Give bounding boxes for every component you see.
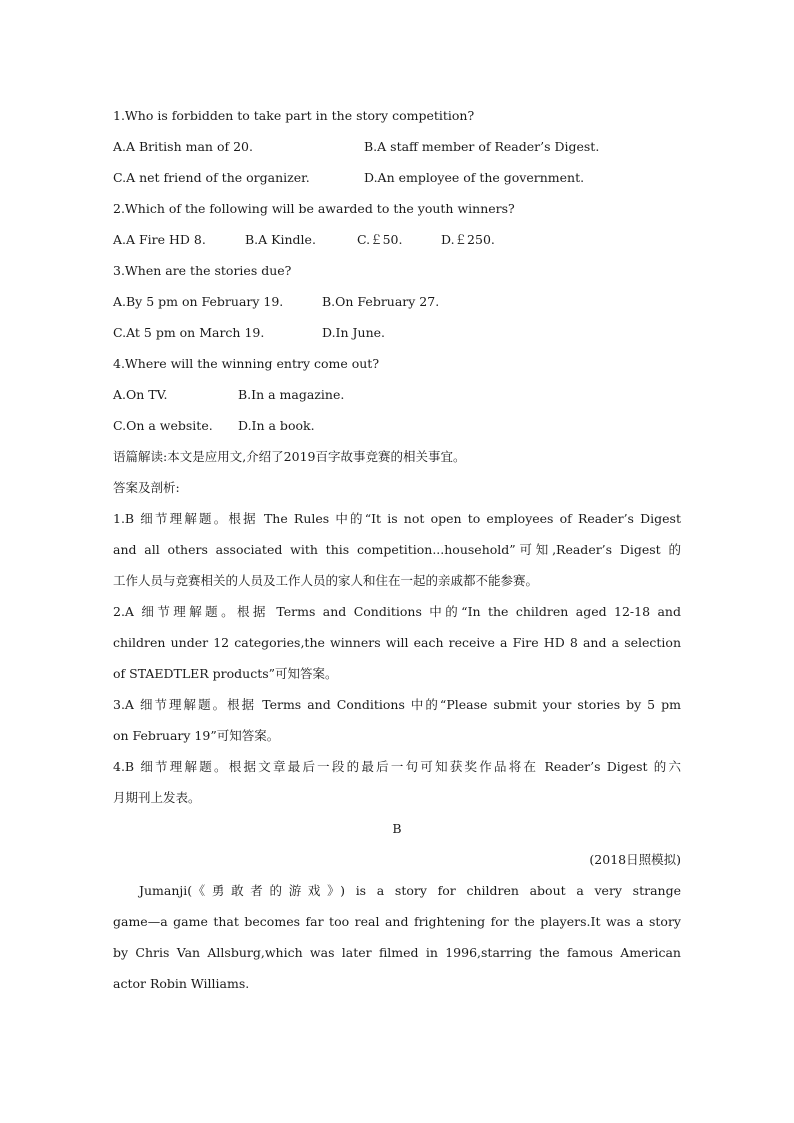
question-2-options-row (113, 224, 681, 255)
answer-1-line-1: 1.B 细节理解题。根据 The Rules 中的“It is not open to employees of Reader’s Digest (113, 511, 681, 526)
question-4-stem: 4.Where will the winning entry come out? (113, 356, 380, 371)
document-content (113, 100, 681, 999)
answer-3-line-2: on February 19”可知答案。 (113, 728, 280, 743)
option-3d: D.In June. (322, 325, 385, 340)
answer-2-line-2: children under 12 categories,the winners will each receive a Fire HD 8 and a selection (113, 635, 681, 650)
passage-line-1: Jumanji(《勇敢者的游戏》) is a story for children about a very strange (139, 883, 681, 898)
option-4d: D.In a book. (238, 418, 315, 433)
option-1c: C.A net friend of the organizer. (113, 170, 310, 185)
question-1-options-row-1 (113, 131, 681, 162)
option-1b: B.A staff member of Reader’s Digest. (364, 139, 600, 154)
option-3b: B.On February 27. (322, 294, 440, 309)
answer-1-line-3: 工作人员与竞赛相关的人员及工作人员的家人和住在一起的亲戚都不能参赛。 (113, 573, 539, 588)
option-2a: A.A Fire HD 8. (113, 232, 206, 247)
question-2-stem: 2.Which of the following will be awarded to the youth winners? (113, 201, 515, 216)
answer-4-line-1: 4.B 细节理解题。根据文章最后一段的最后一句可知获奖作品将在 Reader’s Digest 的六 (113, 759, 681, 774)
answers-heading: 答案及剖析: (113, 480, 180, 495)
section-b-source: (2018日照模拟) (589, 852, 681, 867)
passage-line-2: game—a game that becomes far too real and frightening for the players.It was a story (113, 914, 681, 929)
question-1-options-row-2 (113, 162, 681, 193)
section-b-heading: B (392, 821, 402, 836)
answer-2-line-1: 2.A 细节理解题。根据 Terms and Conditions 中的“In the children aged 12-18 and (113, 604, 681, 619)
option-4c: C.On a website. (113, 418, 213, 433)
passage-line-3: by Chris Van Allsburg,which was later filmed in 1996,starring the famous American (113, 945, 681, 960)
question-3-options-row-1 (113, 286, 681, 317)
option-3a: A.By 5 pm on February 19. (113, 294, 284, 309)
passage-line-4: actor Robin Williams. (113, 976, 250, 991)
answer-1-line-2: and all others associated with this competition...household”可知,Reader’s Digest 的 (113, 542, 681, 557)
option-1d: D.An employee of the government. (364, 170, 585, 185)
question-3-options-row-2 (113, 317, 681, 348)
option-2d: D.￡250. (441, 232, 495, 247)
answer-3-line-1: 3.A 细节理解题。根据 Terms and Conditions 中的“Please submit your stories by 5 pm (113, 697, 681, 712)
option-2b: B.A Kindle. (245, 232, 316, 247)
answer-2-line-3: of STAEDTLER products”可知答案。 (113, 666, 338, 681)
question-4-options-row-1 (113, 379, 681, 410)
question-1-stem: 1.Who is forbidden to take part in the story competition? (113, 108, 475, 123)
answer-4-line-2: 月期刊上发表。 (113, 790, 201, 805)
question-4-options-row-2 (113, 410, 681, 441)
option-3c: C.At 5 pm on March 19. (113, 325, 265, 340)
passage-summary: 语篇解读:本文是应用文,介绍了2019百字故事竞赛的相关事宜。 (113, 449, 466, 464)
option-1a: A.A British man of 20. (113, 139, 253, 154)
option-2c: C.￡50. (357, 232, 403, 247)
question-3-stem: 3.When are the stories due? (113, 263, 292, 278)
option-4b: B.In a magazine. (238, 387, 345, 402)
option-4a: A.On TV. (113, 387, 168, 402)
